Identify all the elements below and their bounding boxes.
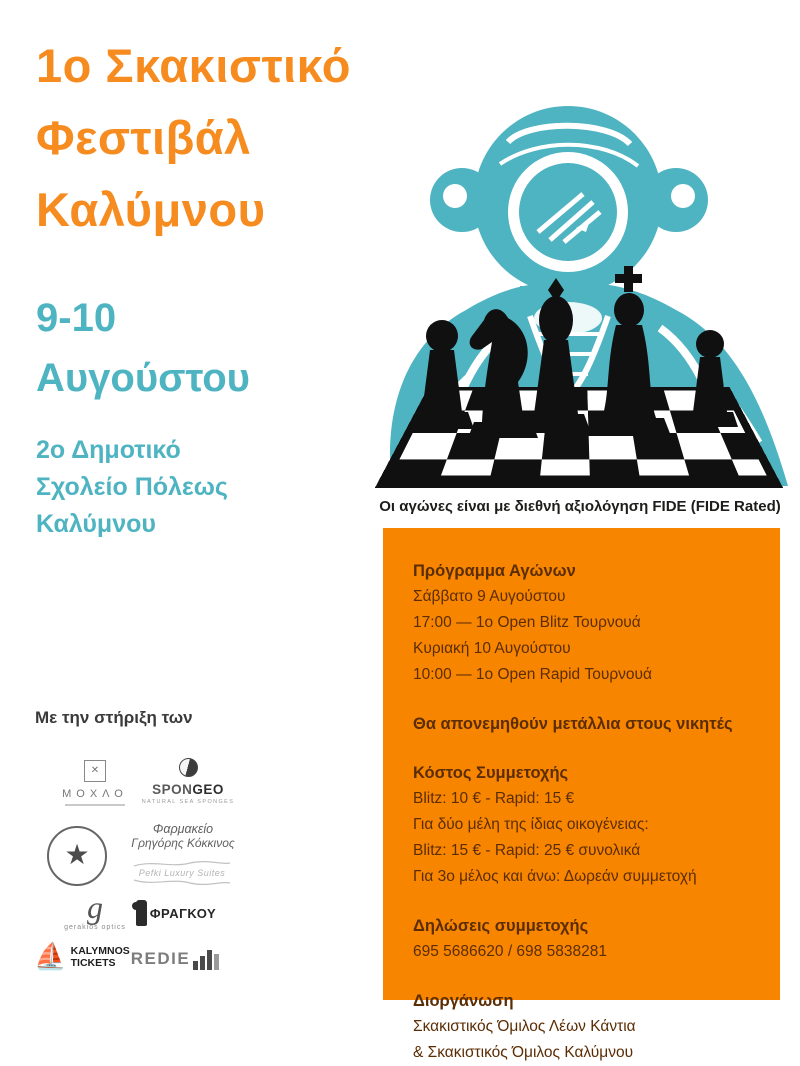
venue-line-2: Σχολείο Πόλεως xyxy=(36,473,228,501)
program-line: 17:00 — 1ο Open Blitz Τουρνουά xyxy=(413,614,641,631)
kalymnos-tickets-line-1: KALYMNOS xyxy=(70,945,130,957)
section-heading: Κόστος Συμμετοχής xyxy=(413,764,569,782)
cost-line: Blitz: 10 € - Rapid: 15 € xyxy=(413,790,575,807)
event-dates xyxy=(36,288,250,408)
spongeo-subtitle: NATURAL SEA SPONGES xyxy=(141,799,235,805)
section-cost xyxy=(413,760,756,890)
logo-fragkou xyxy=(118,900,234,926)
supporters-heading: Με την στήριξη των xyxy=(35,708,193,727)
venue-line-3: Καλύμνου xyxy=(36,510,156,538)
logo-pharmacy xyxy=(124,822,242,850)
section-medals xyxy=(413,711,756,737)
title-line-3: Καλύμνου xyxy=(36,183,266,236)
suites-name: Pefki Luxury Suites xyxy=(138,868,226,878)
program-line: 10:00 — 1ο Open Rapid Τουρνουά xyxy=(413,666,652,683)
section-program xyxy=(413,558,756,688)
cost-line: Blitz: 15 € - Rapid: 25 € συνολικά xyxy=(413,842,641,859)
cost-line: Για 3ο μέλος και άνω: Δωρεάν συμμετοχή xyxy=(413,868,697,885)
title-line-2: Φεστιβάλ xyxy=(36,111,251,164)
organizer-line: & Σκακιστικός Όμιλος Καλύμνου xyxy=(413,1044,634,1061)
mochlo-name: ΜΟΧΛΟ xyxy=(62,788,128,800)
program-line: Σάββατο 9 Αυγούστου xyxy=(413,588,566,605)
kalymnos-tickets-line-2: TICKETS xyxy=(70,957,116,969)
wave-icon xyxy=(132,878,232,886)
spongeo-name-bold: GEO xyxy=(192,782,224,797)
section-organizers xyxy=(413,988,756,1066)
pharmacy-line-2: Γρηγόρης Κόκκινος xyxy=(131,836,235,850)
section-heading: Θα απονεμηθούν μετάλλια στους νικητές xyxy=(413,715,733,733)
section-registration xyxy=(413,913,756,965)
sailboat-icon: ⛵ xyxy=(34,942,67,972)
logo-star-emblem xyxy=(46,826,108,886)
date-line-2: Αυγούστου xyxy=(36,356,250,400)
goptics-name: gerakios optics xyxy=(64,924,126,931)
poster-title xyxy=(36,30,351,246)
spongeo-name-regular: SPON xyxy=(152,782,193,797)
section-heading: Διοργάνωση xyxy=(413,992,514,1010)
mochlo-square-icon: ✕ xyxy=(84,760,106,782)
event-venue xyxy=(36,432,228,543)
redie-name: REDIE xyxy=(130,949,191,968)
spongeo-sphere-icon xyxy=(179,758,198,777)
logo-spongeo xyxy=(138,758,238,805)
fide-note: Οι αγώνες είναι με διεθνή αξιολόγηση FIDE (FIDE Rated) xyxy=(379,498,781,515)
mochlo-tagline-bar xyxy=(65,804,125,806)
goptics-initial: g xyxy=(87,889,103,925)
date-line-1: 9-10 xyxy=(36,296,117,340)
spongeo-name xyxy=(138,782,238,797)
section-heading: Πρόγραμμα Αγώνων xyxy=(413,562,576,580)
logo-luxury-suites xyxy=(122,860,242,886)
organizer-line: Σκακιστικός Όμιλος Λέων Κάντια xyxy=(413,1018,636,1035)
star-icon: ★ xyxy=(47,826,107,886)
logo-mochlo xyxy=(52,760,138,806)
fragkou-name: ΦΡΑΓΚΟΥ xyxy=(149,905,217,921)
cost-line: Για δύο μέλη της ίδιας οικογένειας: xyxy=(413,816,649,833)
wave-icon xyxy=(132,860,232,868)
fragkou-paddle-icon xyxy=(136,900,147,926)
phone-numbers: 695 5686620 / 698 5838281 xyxy=(413,943,607,960)
logo-redie xyxy=(120,948,230,970)
program-line: Κυριακή 10 Αυγούστου xyxy=(413,640,571,657)
section-heading: Δηλώσεις συμμετοχής xyxy=(413,917,589,935)
info-box xyxy=(383,528,780,1061)
title-line-1: 1ο Σκακιστικό xyxy=(36,39,351,92)
pharmacy-line-1: Φαρμακείο xyxy=(152,822,214,836)
chess-pieces-icon xyxy=(378,82,800,486)
diver-chess-illustration xyxy=(378,82,800,486)
bar-chart-icon xyxy=(193,950,219,970)
venue-line-1: 2ο Δημοτικό xyxy=(36,436,181,464)
